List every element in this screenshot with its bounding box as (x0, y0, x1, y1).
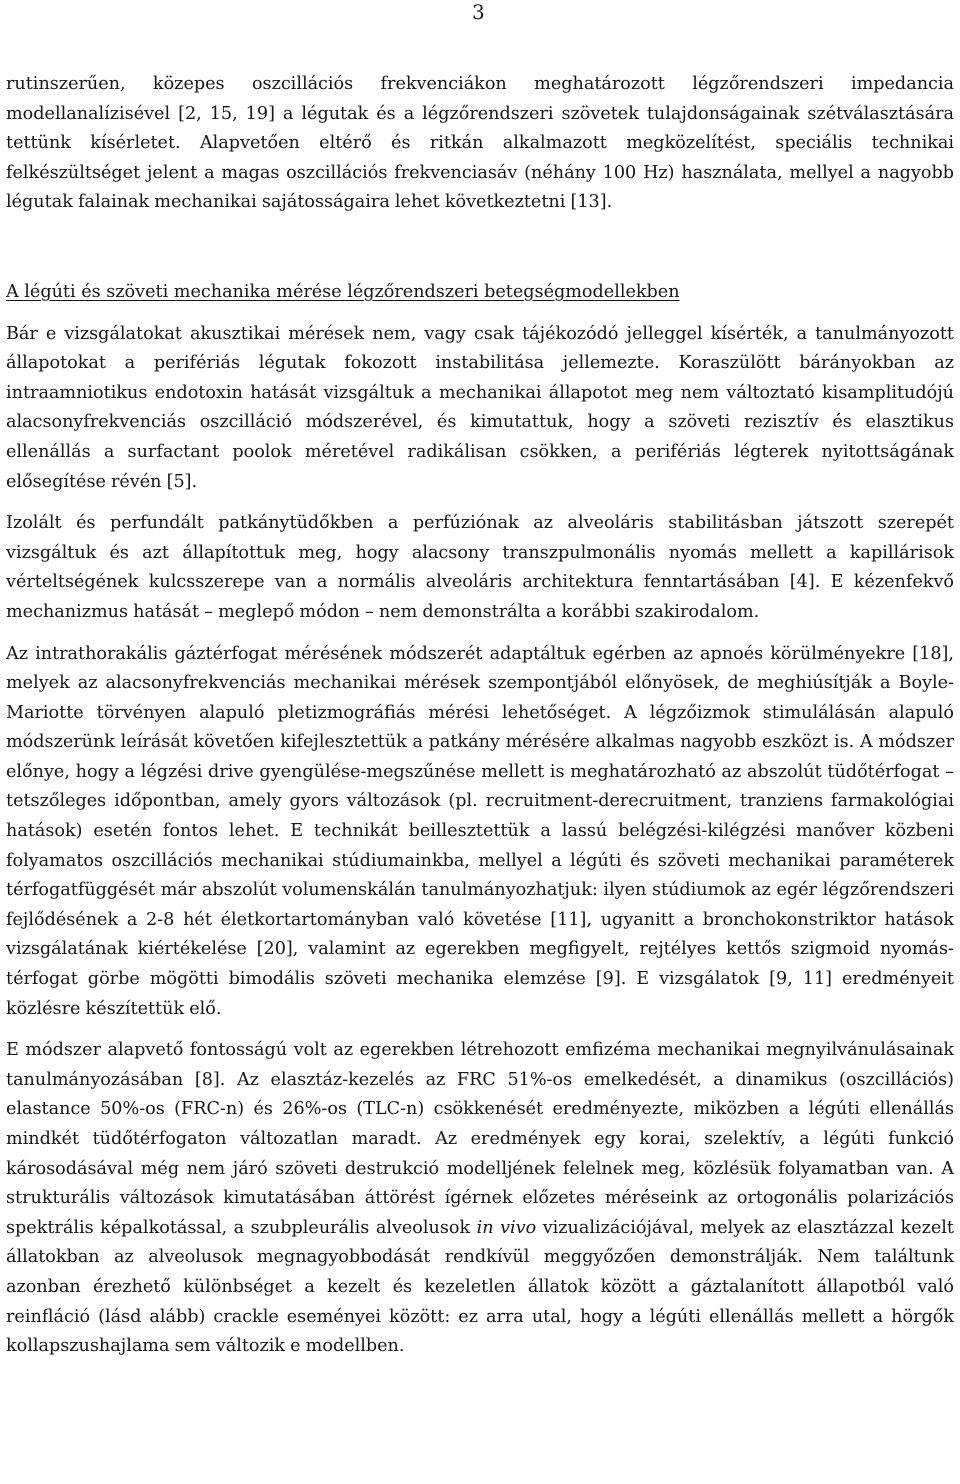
paragraph-intro-continuation: rutinszerűen, közepes oszcillációs frekvenciákon meghatározott légzőrendszeri impedancia modellanalízisével [2, 15, 19] a légutak és a légzőrendszeri szövetek tulajdonságainak szétválasztására tettünk kísérletet. Alapvetően eltérő és ritkán alkalmazott megközelítést, speciális technikai felkészültséget jelent a magas oszcillációs frekvenciasáv (néhány 100 Hz) használata, mellyel a nagyobb légutak falainak mechanikai sajátosságaira lehet következtetni [13]. (6, 74, 954, 213)
paragraph-thoracic-gas-volume: Az intrathorakális gáztérfogat mérésének módszerét adaptáltuk egérben az apnoés körülményekre [18], melyek az alacsonyfrekvenciás mechanikai mérések szempontjából előnyösek, de meghiúsítják a Boyle-Mariotte törvényen alapuló pletizmográfiás mérési lehetőséget. A légzőizmok stimulálásán alapuló módszerünk leírását követően kifejlesztettük a patkány mérésére alkalmas nagyobb eszközt is. A módszer előnye, hogy a légzési drive gyengülése-megszűnése mellett is meghatározható az abszolút tüdőtérfogat – tetszőleges időpontban, amely gyors változások (pl. recruitment-derecruitment, tranziens farmakológiai hatások) esetén fontos lehet. E technikát beillesztettük a lassú belégzési-kilégzési manőver közbeni folyamatos oszcillációs mechanikai stúdiumainkba, mellyel a légúti és szöveti mechanikai paraméterek térfogatfüggését már abszolút volumenskálán tanulmányozhatjuk: ilyen stúdiumok az egér légzőrendszeri fejlődésének a 2-8 hét életkortartományban való követése [11], ugyanitt a bronchokonstriktor hatások vizsgálatának kiértékelése [20], valamint az egerekben megfigyelt, rejtélyes kettős szigmoid nyomás-térfogat görbe mögötti bimodális szöveti mechanika elemzése [9]. E vizsgálatok [9, 11] eredményeit közlésre készítettük elő. (6, 643, 954, 1019)
emphysema-text-a: E módszer alapvető fontosságú volt az egerekben létrehozott emfizéma mechanikai megnyilvánulásainak tanulmányozásában [8]. Az elasztáz-kezelés az FRC 51%-os emelkedését, a dinamikus (oszcillációs) elastance 50%-os (FRC-n) és 26%-os (TLC-n) csökkenését eredményezte, miközben a légúti ellenállás mindkét tüdőtérfogaton változatlan maradt. Az eredmények egy korai, szelektív, a légúti funkció károsodásával még nem járó szöveti destrukció modelljének felelnek meg, közlésük folyamatban van. A strukturális változások kimutatásában áttörést ígérnek előzetes méréseink az ortogonális polarizációs spektrális képalkotással, a szubpleurális alveolusok (6, 1040, 954, 1238)
document-body (6, 70, 954, 1362)
paragraph-emphysema (6, 1036, 954, 1362)
emphysema-text-b: vizualizációjával, melyek az elasztázzal kezelt állatokban az alveolusok megnagyobbodását rendkívül meggyőzően demonstrálják. Nem találtunk azonban érezhető különbséget a kezelt és kezeletlen állatok között a gáztalanított állapotból való reinfláció (lásd alább) crackle eseményei között: ez arra utal, hogy a légúti ellenállás mellett a hörgők kollapszushajlama sem változik e modellben. (6, 1217, 955, 1357)
paragraph-preterm-lambs: Bár e vizsgálatokat akusztikai mérések nem, vagy csak tájékozódó jelleggel kísérték, a tanulmányozott állapotokat a perifériás légutak fokozott instabilitása jellemezte. Koraszülött bárányokban az intraamniotikus endotoxin hatását vizsgáltuk a mechanikai állapotot meg nem változtató kisamplitudójú alacsonyfrekvenciás oszcilláció módszerével, és kimutattuk, hogy a szöveti rezisztív és elasztikus ellenállás a surfactant poolok méretével radikálisan csökken, a perifériás légterek nyitottságának elősegítése révén [5]. (6, 323, 954, 492)
paragraph-isolated-lungs: Izolált és perfundált patkánytüdőkben a perfúziónak az alveoláris stabilitásban játszott szerepét vizsgáltuk és azt állapítottuk meg, hogy alacsony transzpulmonális nyomás mellett a kapillárisok vérteltségének kulcsszerepe van a normális alveoláris architektura fenntartásában [4]. E kézenfekvő mechanizmus hatását – meglepő módon – nem demonstrálta a korábbi szakirodalom. (6, 513, 954, 622)
page-number: 3 (472, 0, 485, 24)
section-heading: A légúti és szöveti mechanika mérése légzőrendszeri betegségmodellekben (6, 281, 680, 302)
in-vivo-italic: in vivo (476, 1217, 537, 1238)
